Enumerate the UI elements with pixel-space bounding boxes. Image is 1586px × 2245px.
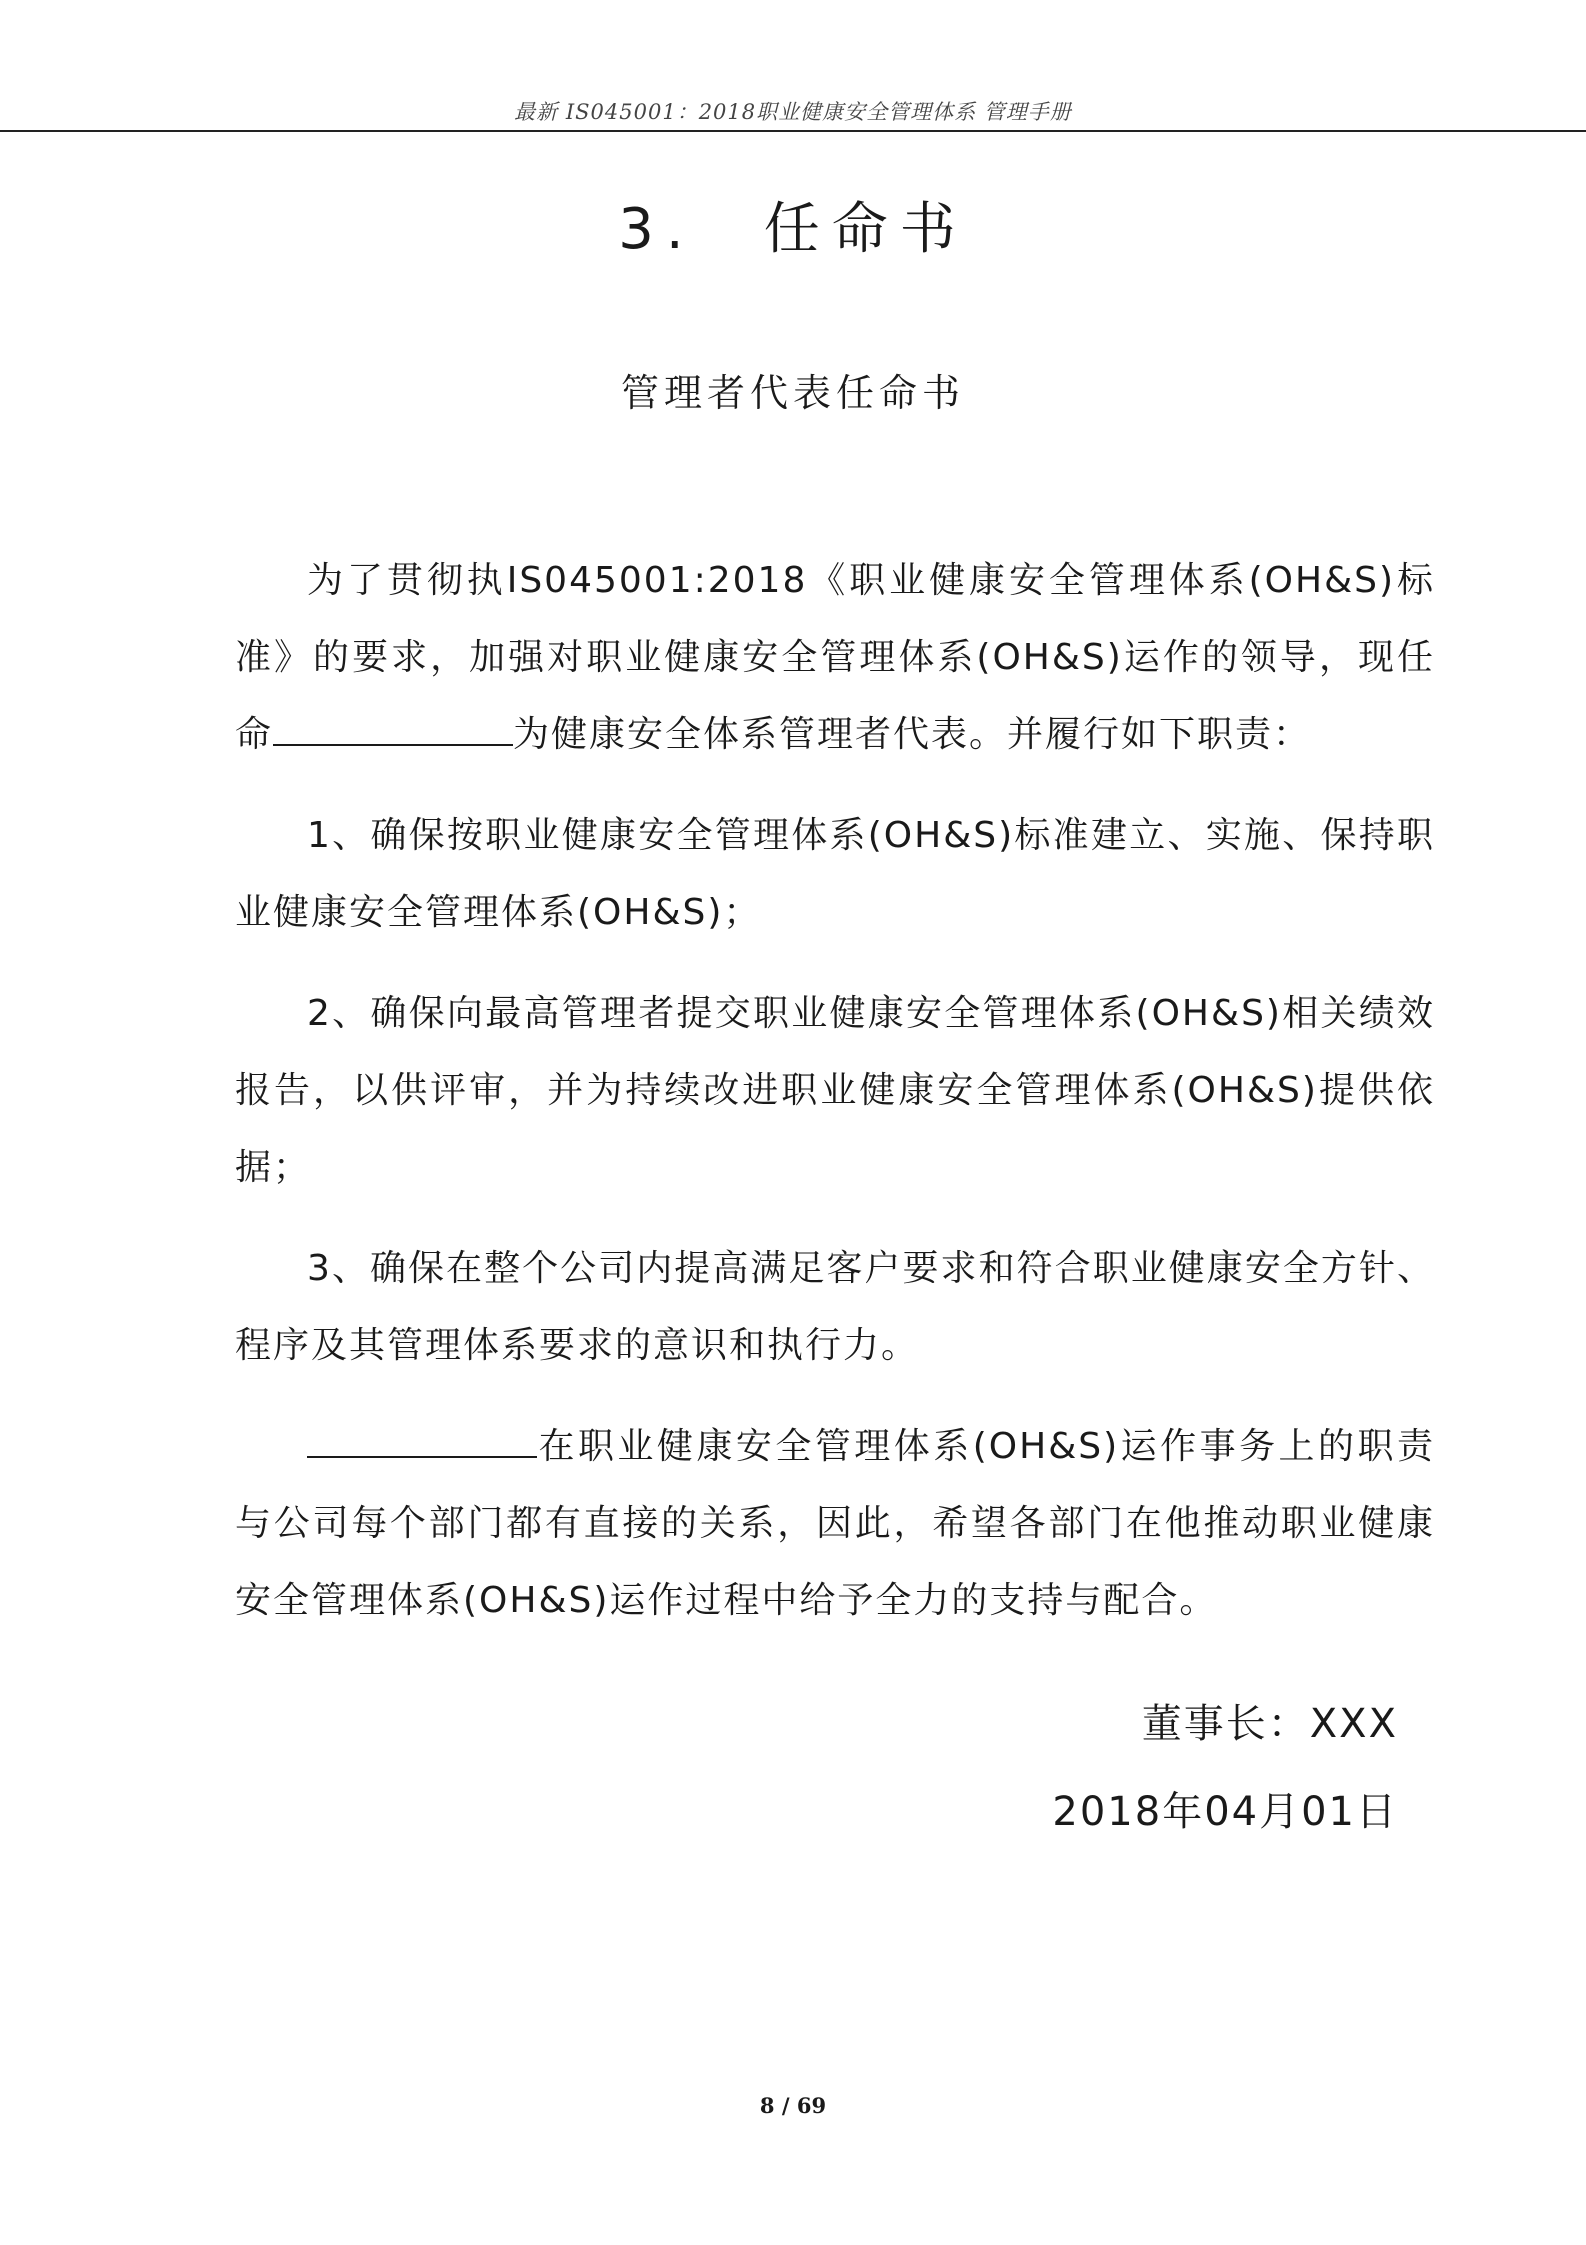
document-body [235, 542, 1435, 1663]
intro-text-part2: 为健康安全体系管理者代表。并履行如下职责： [513, 714, 1312, 755]
page-number: 8 / 69 [759, 2093, 827, 2118]
duty-item-1: 1、确保按职业健康安全管理体系(OH&S)标准建立、实施、保持职业健康安全管理体系(OH&S)； [235, 815, 1435, 933]
closing-paragraph [235, 1408, 1435, 1639]
header-divider [0, 130, 1586, 132]
intro-text-part1: 为了贯彻执IS045001:2018《职业健康安全管理体系(OH&S)标准》的要求，加强对职业健康安全管理体系(OH&S)运作的领导，现任命 [235, 560, 1435, 755]
appointee-blank [273, 710, 393, 746]
running-header: 最新 IS045001：2018职业健康安全管理体系 管理手册 [514, 100, 1072, 124]
duty-item-2: 2、确保向最高管理者提交职业健康安全管理体系(OH&S)相关绩效报告，以供评审，并为持续改进职业健康安全管理体系(OH&S)提供依据； [235, 993, 1435, 1188]
signature-date: 2018年04月01日 [1052, 1789, 1398, 1835]
section-title: 3. 任命书 [618, 197, 968, 262]
signature-block [1052, 1680, 1398, 1856]
signer-line: 董事长：XXX [1141, 1701, 1398, 1747]
representative-blank [307, 1422, 537, 1458]
closing-text: 在职业健康安全管理体系(OH&S)运作事务上的职责与公司每个部门都有直接的关系，因此，希望各部门在他推动职业健康安全管理体系(OH&S)运作过程中给予全力的支持与配合。 [235, 1426, 1435, 1621]
appointee-blank-continued [393, 710, 513, 746]
document-subtitle: 管理者代表任命书 [620, 371, 965, 415]
duty-item-3: 3、确保在整个公司内提高满足客户要求和符合职业健康安全方针、程序及其管理体系要求的意识和执行力。 [235, 1248, 1435, 1366]
intro-paragraph [235, 542, 1435, 773]
